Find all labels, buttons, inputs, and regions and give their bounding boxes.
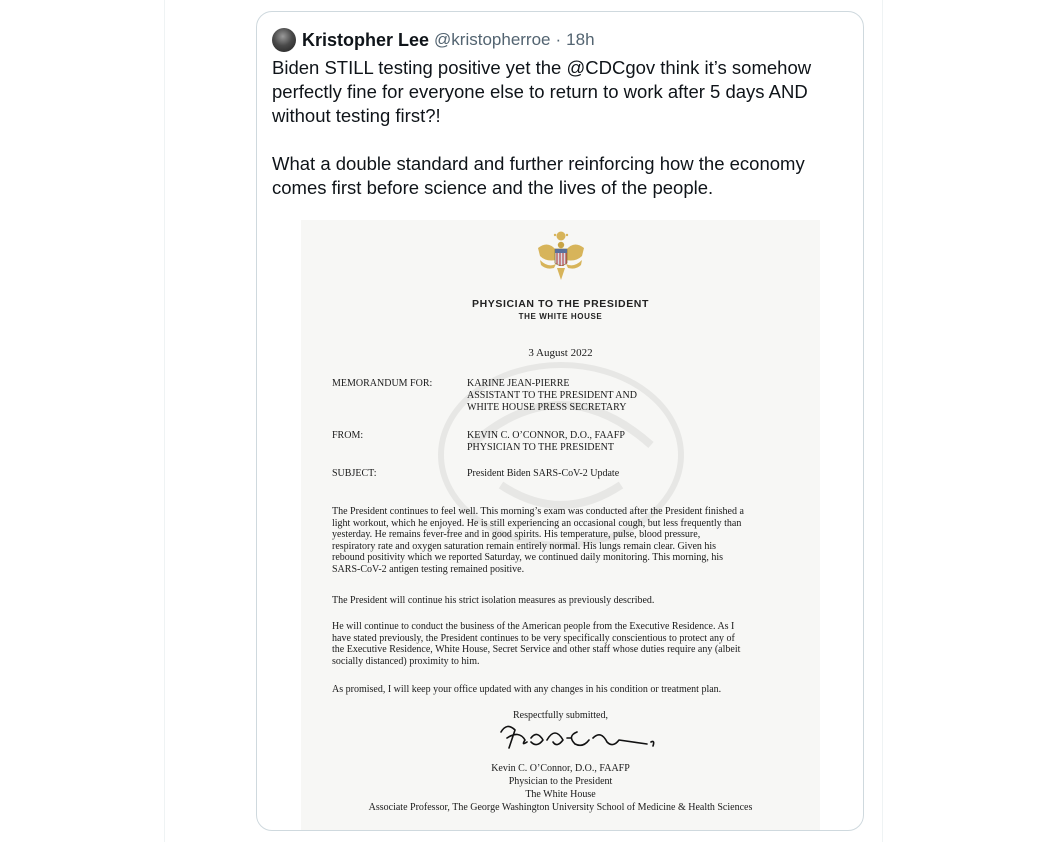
tweet-text: Biden STILL testing positive yet the @CDCgov think it’s somehow perfectly fine for everyone else to return to work after 5 days AND without testing first?! What a double standard and further reinforcing how the economy comes first before science and the lives of the people. <box>272 57 812 198</box>
tweet-timestamp[interactable]: 18h <box>566 30 595 49</box>
signatory-organization: The White House <box>525 789 596 800</box>
presidential-seal-icon <box>536 230 586 282</box>
user-handle[interactable]: @kristopherroe <box>434 30 551 49</box>
display-name[interactable]: Kristopher Lee <box>302 29 430 50</box>
letterhead-title: PHYSICIAN TO THE PRESIDENT <box>471 298 649 310</box>
letter-paragraph-4: As promised, I will keep your office updated with any changes in his condition or treatment plan. <box>332 684 722 695</box>
memo-recipient: KARINE JEAN-PIERRE ASSISTANT TO THE PRESIDENT AND WHITE HOUSE PRESS SECRETARY <box>467 378 637 413</box>
from-label: FROM: <box>332 430 364 441</box>
signatory-title: Physician to the President <box>508 776 613 787</box>
attached-image-letter[interactable] <box>301 220 820 831</box>
letter-paragraph-3: He will continue to conduct the business of the American people from the Executive Residence. As I have stated previously, the President continues to be very specifically conscientious to protect any of the Executive Residence, White House, Secret Service and other staff whose duties require any (albeit socially distanced) proximity to him. <box>332 621 741 667</box>
signatory-name: Kevin C. O’Connor, D.O., FAAFP <box>491 763 630 774</box>
subject-label: SUBJECT: <box>332 468 377 479</box>
letter-paragraph-1: The President continues to feel well. This morning’s exam was conducted after the President finished a light workout, which he enjoyed. He is still experiencing an occasional cough, but less frequently than yesterday. He remains fever-free and in good spirits. His temperature, pulse, blood pressure, respiratory rate and oxygen saturation remain entirely normal. His lungs remain clear. Given his rebound positivity which we reported Saturday, we continued daily monitoring. This morning, his SARS-CoV-2 antigen testing remained positive. <box>332 506 744 575</box>
from-value: KEVIN C. O’CONNOR, D.O., FAAFP PHYSICIAN TO THE PRESIDENT <box>467 430 625 453</box>
memo-label: MEMORANDUM FOR: <box>332 378 433 389</box>
letter-date: 3 August 2022 <box>528 347 593 359</box>
letterhead-subtitle: THE WHITE HOUSE <box>518 312 603 321</box>
separator-dot: · <box>555 30 562 49</box>
quote-tweet-card[interactable] <box>256 11 864 831</box>
letter-paragraph-2: The President will continue his strict isolation measures as previously described. <box>332 595 655 606</box>
signature-image <box>497 718 659 754</box>
subject-value: President Biden SARS-CoV-2 Update <box>467 468 620 479</box>
letter-closing: Respectfully submitted, <box>513 710 608 721</box>
avatar[interactable] <box>272 28 296 52</box>
signatory-affiliation: Associate Professor, The George Washington University School of Medicine & Health Sciences <box>368 802 753 813</box>
tweet-header <box>272 27 595 53</box>
